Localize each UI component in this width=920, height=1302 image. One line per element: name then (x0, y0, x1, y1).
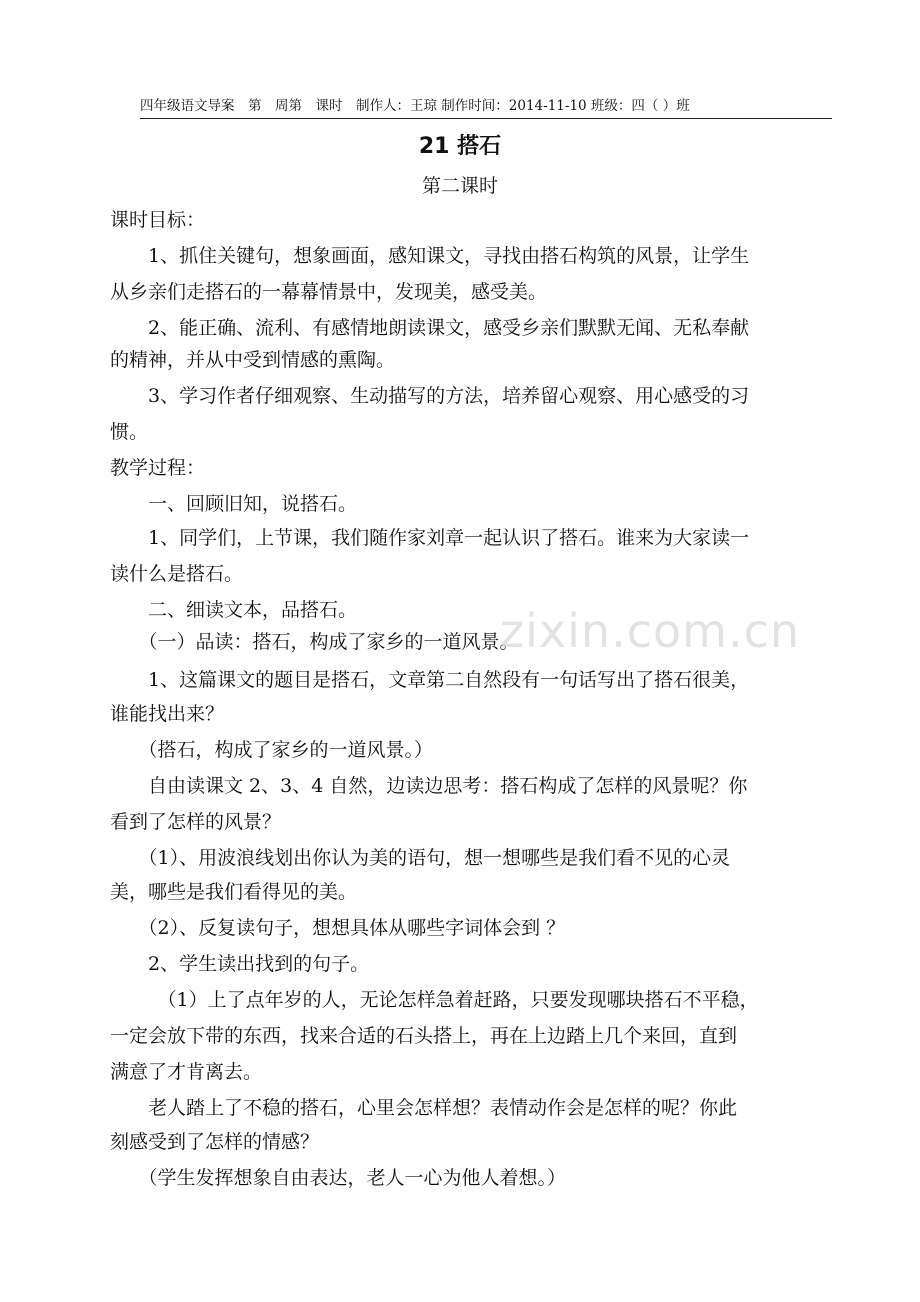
text-line: 一、回顾旧知，说搭石。 (110, 493, 358, 515)
text-line: 1、同学们，上节课，我们随作家刘章一起认识了搭石。谁来为大家读一 (110, 527, 750, 549)
text-line: 看到了怎样的风景？ (110, 811, 282, 833)
text-line: 满意了才肯离去。 (110, 1061, 263, 1083)
text-line: 一定会放下带的东西，找来合适的石头搭上，再在上边踏上几个来回，直到 (110, 1025, 738, 1047)
text-line: 从乡亲们走搭石的一幕幕情景中，发现美，感受美。 (110, 281, 548, 303)
text-line: 课时目标： (110, 209, 206, 231)
text-line: 3、学习作者仔细观察、生动描写的方法，培养留心观察、用心感受的习 (110, 385, 750, 407)
text-line: 1、抓住关键句，想象画面，感知课文，寻找由搭石构筑的风景，让学生 (110, 245, 750, 267)
lesson-subtitle: 第二课时 (421, 175, 498, 197)
text-line: （2）、反复读句子，想想具体从哪些字词体会到 ？ (110, 917, 566, 939)
text-line: 谁能找出来？ (110, 703, 225, 725)
text-line: 老人踏上了不稳的搭石，心里会怎样想？表情动作会是怎样的呢？你此 (110, 1097, 738, 1119)
watermark: zixin.com.cn (500, 604, 801, 658)
text-line: （学生发挥想象自由表达，老人一心为他人着想。） (110, 1167, 567, 1189)
text-line: 读什么是搭石。 (110, 563, 244, 585)
text-line: 1、这篇课文的题目是搭石，文章第二自然段有一句话写出了搭石很美， (110, 669, 750, 691)
text-line: 二、细读文本，品搭石。 (110, 599, 358, 621)
text-line: （一）品读：搭石，构成了家乡的一道风景。 (110, 631, 519, 653)
text-line: 的精神，并从中受到情感的熏陶。 (110, 349, 396, 371)
text-line: （1）上了点年岁的人，无论怎样急着赶路，只要发现哪块搭石不平稳， (110, 989, 759, 1011)
text-line: 教学过程： (110, 457, 206, 479)
text-line: 美，哪些是我们看得见的美。 (110, 881, 358, 903)
page-header: 四年级语文导案 第 周第 课时 制作人：王琼 制作时间：2014-11-10 班级：四（ ）班 (140, 96, 832, 119)
text-line: 2、能正确、流利、有感情地朗读课文，感受乡亲们默默无闻、无私奉献 (110, 317, 750, 339)
text-line: （1）、用波浪线划出你认为美的语句，想一想哪些是我们看不见的心灵 (110, 847, 731, 869)
lesson-title: 21 搭石 (418, 134, 502, 159)
text-line: 惯。 (110, 421, 149, 443)
text-line: （搭石，构成了家乡的一道风景。） (110, 739, 434, 761)
text-line: 2、学生读出找到的句子。 (110, 953, 370, 975)
text-line: 自由读课文 2、3、4 自然，边读边思考：搭石构成了怎样的风景呢？你 (110, 775, 748, 797)
text-line: 刻感受到了怎样的情感？ (110, 1131, 320, 1153)
